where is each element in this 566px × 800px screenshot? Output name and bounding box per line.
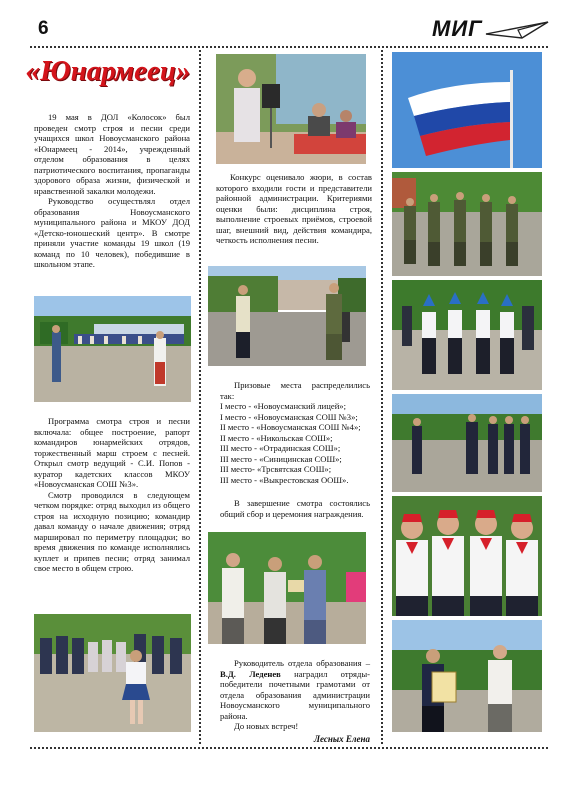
prize-intro: Призовые места распределились так: (220, 380, 370, 401)
page-number: 6 (38, 18, 49, 39)
photo-russian-flag (392, 52, 542, 168)
paragraph: Программа смотра строя и песни включала: общее построение, рапорт командиров юнармейских отрядов, торжественный марш строем с песней. Открыл смотр ведущий - С.И. Попов - куратор кадетских классов МКОУ «Новоусманская СОШ №3». (34, 416, 190, 489)
photo-cadets-formation (392, 394, 542, 492)
paper-plane-icon (482, 18, 552, 42)
article-text-jury (216, 172, 372, 246)
paragraph: 19 мая в ДОЛ «Колосок» был проведен смотр строя и песни среди учащихся школ Новоусманского района «Юнармеец - 2014», учрежденный отделом образования в целях патриотического воспитания, пропаганды здорового образа жизни, физической и нравственной закалки молодежи. (34, 112, 190, 196)
photo-speaker-podium (216, 54, 366, 164)
prize-item: III место - «Отрадинская СОШ»; (220, 443, 341, 453)
prize-item: I место - «Новоусманский лицей»; (220, 401, 346, 411)
head-post: наградил отряды-победители почетными грамотами от отдела образования администрации Новоусманского муниципального района. (220, 668, 370, 721)
article-title: «Юнармеец» (25, 55, 191, 87)
header-divider (30, 46, 548, 48)
photo-girls-red-caps (392, 496, 542, 616)
prize-item: I место - «Новоусманская СОШ №3»; (220, 411, 358, 422)
photo-ceremony-ground (34, 296, 191, 402)
paragraph: Руководство осуществлял отдел образования Новоусманского муниципального района и МКОУ ДОД «Детско-юношеский центр». В смотре приняли участие команды 19 школ (19 команд по 10 человек), победившие в школьном этапе. (34, 196, 190, 269)
article-text-awards (220, 658, 370, 732)
article-text-intro (34, 112, 190, 270)
author-signature: Лесных Елена (313, 734, 370, 744)
farewell-text: До новых встреч! (234, 721, 299, 731)
paragraph: Смотр проводился в следующем четком порядке: отряд выходил из общего строя на исходную позицию; командир давал команду о начале движения; отряд маршировал по периметру площадки; во время движения по команде исполнялись куплет и припев песни; отряд занимал свое место в общем строю. (34, 489, 190, 573)
article-text-program (34, 416, 190, 574)
column-divider (199, 50, 201, 744)
photo-girls-squad (392, 280, 542, 390)
prize-list (220, 380, 370, 485)
head-name: В.Д. Леденев (220, 668, 281, 679)
article-text-closing (220, 498, 370, 519)
paragraph (220, 658, 370, 721)
footer-divider (30, 747, 548, 749)
photo-cadets-marching (392, 172, 542, 276)
paragraph: В завершение смотра состоялись общий сбор и церемония награждения. (220, 498, 370, 519)
column-divider (381, 50, 383, 744)
photo-marching-girl (34, 614, 191, 732)
photo-diploma-award (392, 620, 542, 732)
prize-item: III место - «Синицинская СОШ»; (220, 453, 342, 464)
prize-item: II место - «Новоусманская СОШ №4»; (220, 422, 361, 432)
paragraph: Конкурс оценивало жюри, в состав которого входили гости и представители районной администрации. Критериями оценки были: дисциплина строя, выполнение строевых приёмов, строевой шаг, внешний вид, действия командира, четкость исполнения песни. (216, 172, 372, 245)
prize-item: III место- «Трсвятская СОШ»; (220, 464, 332, 474)
prize-item: III место - «Выкрестовская ООШ». (220, 474, 349, 485)
head-intro: Руководитель отдела образования – (234, 658, 370, 668)
prize-item: II место - «Никольская СОШ»; (220, 432, 333, 443)
photo-two-officers (208, 266, 366, 366)
newspaper-logo: МИГ (432, 16, 483, 41)
photo-award-ceremony (208, 532, 366, 644)
